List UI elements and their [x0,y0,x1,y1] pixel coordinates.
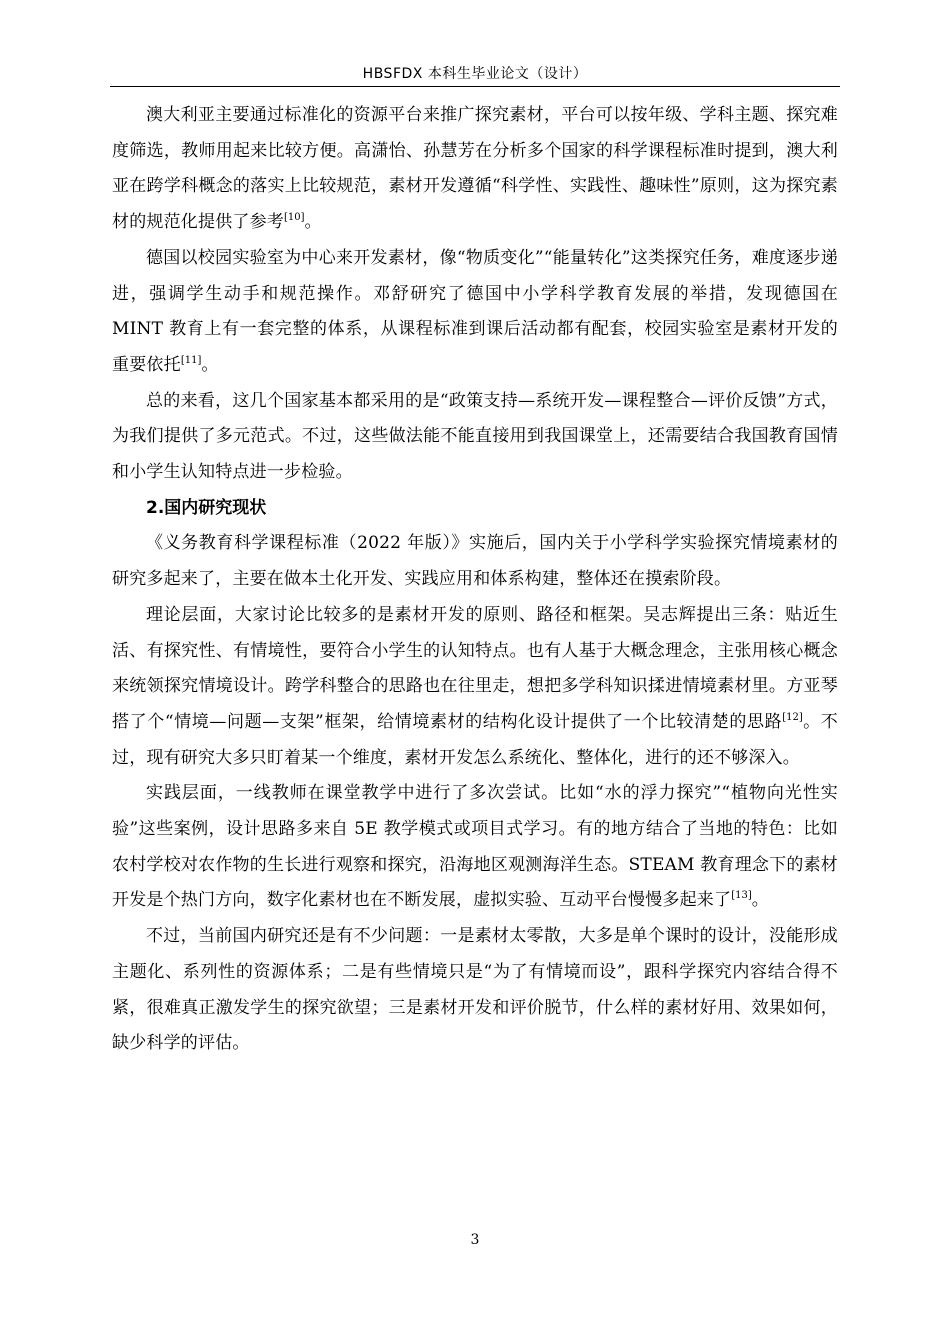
citation-ref: [13] [731,890,752,902]
section-heading: 2.国内研究现状 [146,497,267,518]
paragraph-problems [112,919,838,1062]
paragraph-tail: 。不过，现有研究大多只盯着某一个维度，素材开发怎么系统化、整体化，进行的还不够深入。 [112,711,838,768]
paragraph-germany [112,241,838,384]
paragraph-text: 《义务教育科学课程标准（2022 年版）》实施后，国内关于小学科学实验探究情境素材的研究多起来了，主要在做本土化开发、实践应用和体系构建，整体还在摸索阶段。 [112,533,838,590]
paragraph-theory [112,598,838,777]
paragraph-text: 实践层面，一线教师在课堂教学中进行了多次尝试。比如“水的浮力探究”“植物向光性实验”这些案例，设计思路多来自 5E 教学模式或项目式学习。有的地方结合了当地的特色：比如农村学校对农作物的生长进行观察和探究，沿海地区观测海洋生态。STEAM 教育理念下的素材开发是个热门方向，数字化素材也在不断发展，虚拟实验、互动平台慢慢多起来了 [112,783,838,911]
header-rule [110,86,840,87]
page-number: 3 [470,1232,480,1248]
paragraph-domestic-intro [112,526,838,597]
paragraph-text: 理论层面，大家讨论比较多的是素材开发的原则、路径和框架。吴志辉提出三条：贴近生活、有探究性、有情境性，要符合小学生的认知特点。也有人基于大概念理念，主张用核心概念来统领探究情境设计。跨学科整合的思路也在往里走，想把多学科知识揉进情境素材里。方亚琴搭了个“情境—问题—支架”框架，给情境素材的结构化设计提供了一个比较清楚的思路 [112,604,838,732]
paragraph-tail: 。 [304,212,322,233]
paragraph-text: 总的来看，这几个国家基本都采用的是“政策支持—系统开发—课程整合—评价反馈”方式，为我们提供了多元范式。不过，这些做法能不能直接用到我国课堂上，还需要结合我国教育国情和小学生认知特点进一步检验。 [112,390,838,483]
citation-ref: [10] [284,212,305,224]
paragraph-practice [112,776,838,919]
paragraph-text: 不过，当前国内研究还是有不少问题：一是素材太零散，大多是单个课时的设计，没能形成主题化、系列性的资源体系；二是有些情境只是“为了有情境而设”，跟科学探究内容结合得不紧，很难真正激发学生的探究欲望；三是素材开发和评价脱节，什么样的素材好用、效果如何，缺少科学的评估。 [112,926,838,1054]
paragraph-tail: 。 [751,890,769,911]
citation-ref: [12] [782,711,803,723]
paragraph-tail: 。 [201,354,219,375]
running-header: HBSFDX 本科生毕业论文（设计） [362,66,588,82]
body-text [112,98,838,1062]
paragraph-summary [112,384,838,491]
citation-ref: [11] [180,354,202,366]
paragraph-australia [112,98,838,241]
paragraph-text: 澳大利亚主要通过标准化的资源平台来推广探究素材，平台可以按年级、学科主题、探究难度筛选，教师用起来比较方便。高潇怡、孙慧芳在分析多个国家的科学课程标准时提到，澳大利亚在跨学科概念的落实上比较规范，素材开发遵循“科学性、实践性、趣味性”原则，这为探究素材的规范化提供了参考 [112,105,838,233]
paragraph-text: 德国以校园实验室为中心来开发素材，像“物质变化”“能量转化”这类探究任务，难度逐步递进，强调学生动手和规范操作。邓舒研究了德国中小学科学教育发展的举措，发现德国在 MINT 教育上有一套完整的体系，从课程标准到课后活动都有配套，校园实验室是素材开发的重要依托 [112,247,838,375]
